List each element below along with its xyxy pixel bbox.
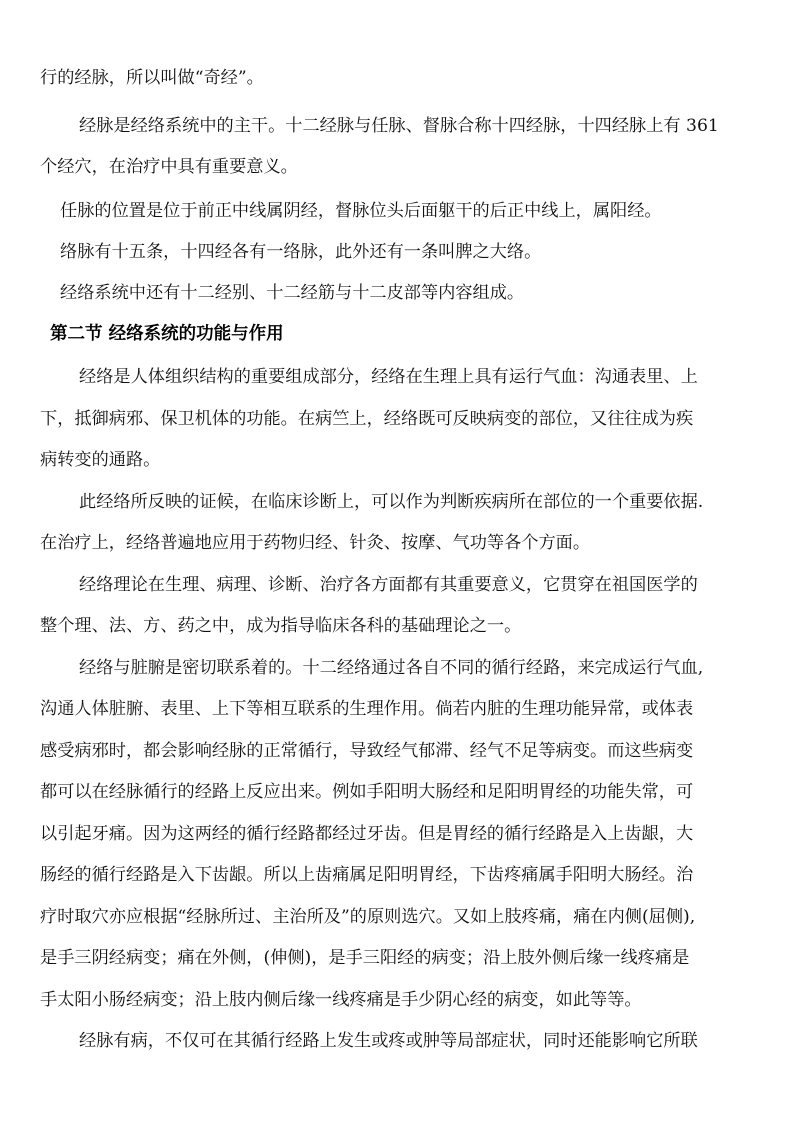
paragraph-line: 疗时取穴亦应根据“经脉所过、主治所及”的原则选穴。又如上肢疼痛，痛在内侧(屈侧), <box>40 907 696 927</box>
paragraph-line: 病转变的通路。 <box>40 450 161 470</box>
paragraph-line: 整个理、法、方、药之中，成为指导临床各科的基础理论之一。 <box>40 616 522 636</box>
paragraph-line: 行的经脉，所以叫做“奇经”。 <box>40 68 264 88</box>
paragraph-line: 任脉的位置是位于前正中线属阴经，督脉位头后面躯干的后正中线上，属阳经。 <box>60 201 662 221</box>
paragraph-line: 下，抵御病邪、保卫机体的功能。在病竺上，经络既可反映病变的部位，又往往成为疾 <box>40 409 694 429</box>
paragraph-line: 是手三阴经病变；痛在外侧，(伸侧)，是手三阳经的病变；沿上肢外侧后缘一线疼痛是 <box>40 948 690 968</box>
paragraph-line: 经脉有病，不仅可在其循行经路上发生或疼或肿等局部症状，同时还能影响它所联 <box>79 1031 698 1051</box>
paragraph-line: 在治疗上，经络普遍地应用于药物归经、针灸、按摩、气功等各个方面。 <box>40 533 591 553</box>
paragraph-line: 感受病邪时，都会影响经脉的正常循行，导致经气郁滞、经气不足等病变。而这些病变 <box>40 741 694 761</box>
paragraph-line: 经络与脏腑是密切联系着的。十二经络通过各自不同的循行经路，来完成运行气血, <box>79 658 704 678</box>
paragraph-line: 络脉有十五条，十四经各有一络脉，此外还有一条叫脾之大络。 <box>60 242 542 262</box>
paragraph-line: 以引起牙痛。因为这两经的循行经路都经过牙齿。但是胃经的循行经路是入上齿龈，大 <box>40 824 694 844</box>
paragraph-line: 手太阳小肠经病变；沿上肢内侧后缘一线疼痛是手少阴心经的病变，如此等等。 <box>40 990 642 1010</box>
paragraph-line: 此经络所反映的证候，在临床诊断上，可以作为判断疾病所在部位的一个重要依据. <box>79 492 704 512</box>
paragraph-line: 沟通人体脏腑、表里、上下等相互联系的生理作用。倘若内脏的生理功能异常，或体表 <box>40 699 694 719</box>
section-heading: 第二节 经络系统的功能与作用 <box>50 324 284 344</box>
paragraph-line: 都可以在经脉循行的经路上反应出来。例如手阳明大肠经和足阳明胃经的功能失常，可 <box>40 782 694 802</box>
paragraph-line: 个经穴，在治疗中具有重要意义。 <box>40 157 298 177</box>
paragraph-line: 经络系统中还有十二经别、十二经筋与十二皮部等内容组成。 <box>60 283 525 303</box>
paragraph-line: 经络是人体组织结构的重要组成部分，经络在生理上具有运行气血：沟通表里、上 <box>79 367 698 387</box>
paragraph-line: 经脉是经络系统中的主干。十二经脉与任脉、督脉合称十四经脉，十四经脉上有 361 <box>79 116 719 136</box>
paragraph-line: 肠经的循行经路是入下齿龈。所以上齿痛属足阳明胃经，下齿疼痛属手阳明大肠经。治 <box>40 865 694 885</box>
paragraph-line: 经络理论在生理、病理、诊断、治疗各方面都有其重要意义，它贯穿在祖国医学的 <box>79 575 698 595</box>
